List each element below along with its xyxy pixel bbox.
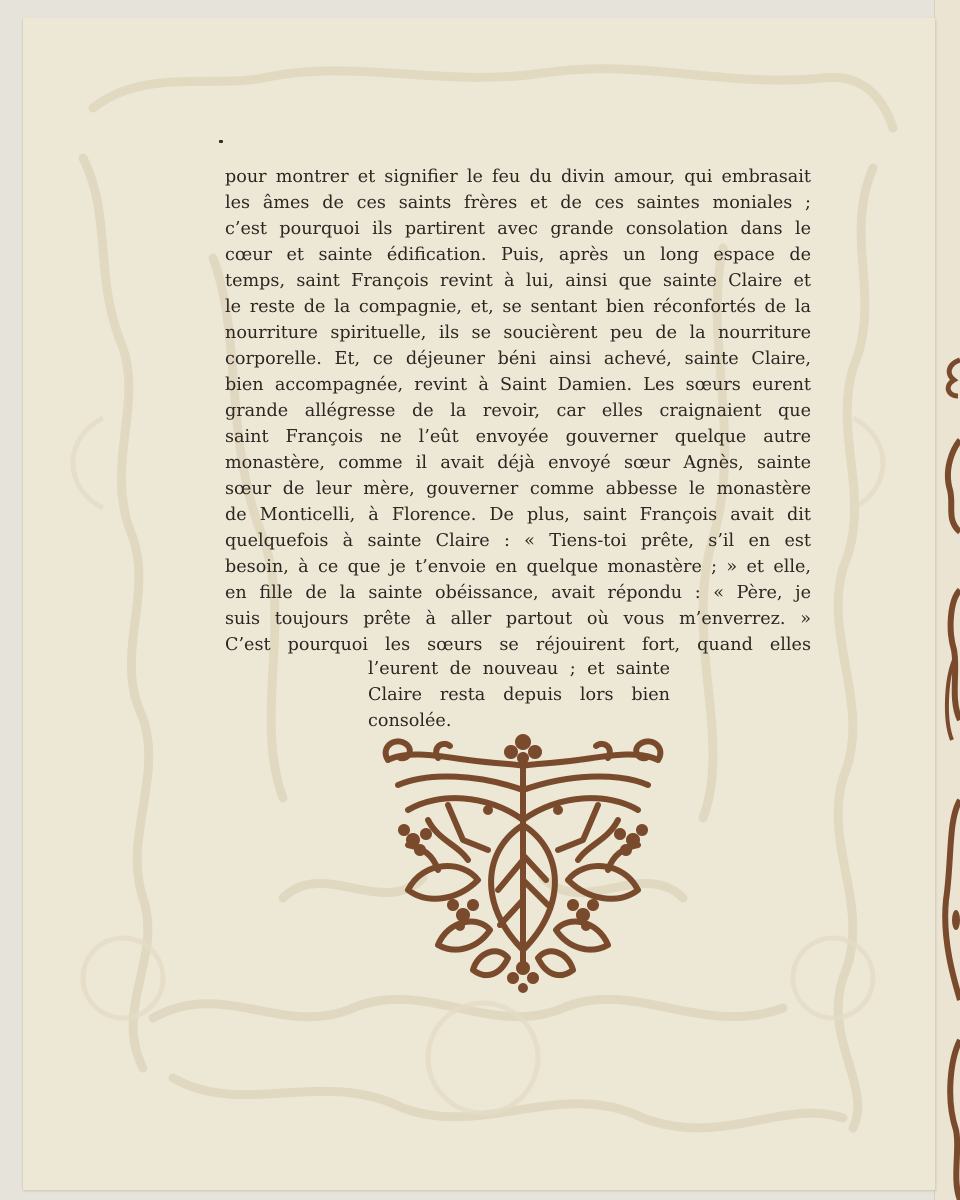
foliate-tailpiece-ornament-icon: [368, 730, 678, 995]
text-line: cœur et sainte édification. Puis, après un long espace de: [225, 245, 811, 265]
text-line: temps, saint François revint à lui, ainsi que sainte Claire et: [225, 271, 811, 291]
closing-lines: [368, 656, 670, 734]
text-line: en fille de la sainte obéissance, avait répondu : « Père, je: [225, 583, 811, 603]
text-line: les âmes de ces saints frères et de ces saintes moniales ;: [225, 193, 811, 213]
text-line: c’est pourquoi ils partirent avec grande consolation dans le: [225, 219, 811, 239]
text-line: sœur de leur mère, gouverner comme abbesse le monastère: [225, 479, 811, 499]
text-line: grande allégresse de la revoir, car elles craignaient que: [225, 401, 811, 421]
text-line: Claire resta depuis lors bien: [368, 685, 670, 705]
text-line: nourriture spirituelle, ils se soucièrent peu de la nourriture: [225, 323, 811, 343]
facing-page-border-ornament-icon: [934, 300, 960, 1200]
text-line: quelquefois à sainte Claire : « Tiens-toi prête, s’il en est: [225, 531, 811, 551]
text-line: corporelle. Et, ce déjeuner béni ainsi achevé, sainte Claire,: [225, 349, 811, 369]
text-line: l’eurent de nouveau ; et sainte: [368, 659, 670, 679]
text-line: pour montrer et signifier le feu du divin amour, qui embrasait: [225, 167, 811, 187]
body-paragraph: [225, 164, 811, 658]
book-page: [22, 18, 935, 1190]
text-line: saint François ne l’eût envoyée gouverner quelque autre: [225, 427, 811, 447]
text-line: consolée.: [368, 711, 452, 731]
text-line: suis toujours prête à aller partout où vous m’enverrez. »: [225, 609, 811, 629]
text-line: bien accompagnée, revint à Saint Damien. Les sœurs eurent: [225, 375, 811, 395]
text-line: C’est pourquoi les sœurs se réjouirent fort, quand elles: [225, 635, 811, 655]
ink-speck: [219, 140, 223, 143]
text-line: monastère, comme il avait déjà envoyé sœur Agnès, sainte: [225, 453, 811, 473]
text-line: besoin, à ce que je t’envoie en quelque monastère ; » et elle,: [225, 557, 811, 577]
text-line: le reste de la compagnie, et, se sentant bien réconfortés de la: [225, 297, 811, 317]
text-line: de Monticelli, à Florence. De plus, saint François avait dit: [225, 505, 811, 525]
